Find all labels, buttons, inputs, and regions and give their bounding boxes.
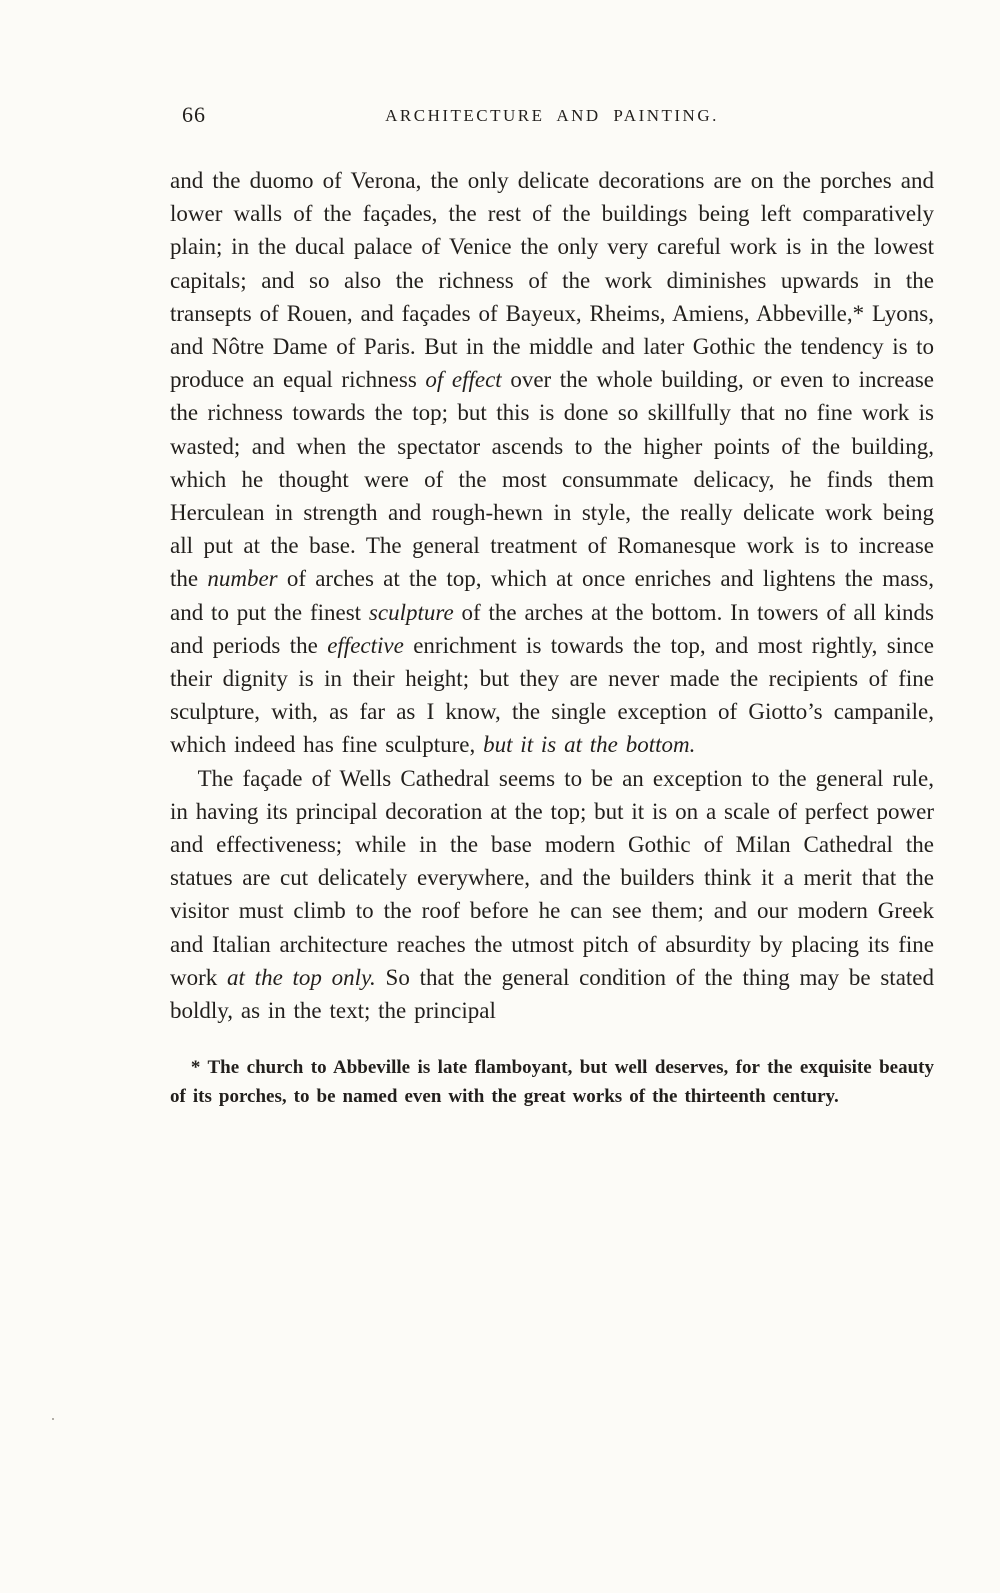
paragraph xyxy=(170,164,934,762)
text-run: So that the general condition of the thing may be stated boldly, as in the text; the principal xyxy=(170,964,935,1024)
italic-text-run: but it is at the bottom. xyxy=(483,732,696,758)
text-run: The façade of Wells Cathedral seems to be an exception to the general rule, in having its principal decoration at the top; but it is on a scale of perfect power and effectiveness; while in the base modern Gothic of Milan Cathedral the statues are cut delicately everywhere, and the builders think it a merit that the visitor must climb to the roof before he can see them; and our modern Greek and Italian architecture reaches the utmost pitch of absurdity by placing its fine work xyxy=(170,765,934,990)
running-header-title: ARCHITECTURE AND PAINTING. xyxy=(385,106,719,125)
text-run: * The church to Abbeville is late flamboyant, but well deserves, for the exquisite beauty of its porches, to be named even with the great works of the thirteenth century. xyxy=(170,1057,934,1108)
running-header xyxy=(170,100,934,134)
footnote-paragraph xyxy=(170,1053,934,1111)
italic-text-run: sculpture xyxy=(368,599,454,625)
text-run: of the arches at the bottom. In towers of all kinds and periods the xyxy=(170,599,934,658)
italic-text-run: of effect xyxy=(425,367,502,393)
italic-text-run: effective xyxy=(327,632,404,658)
paragraph xyxy=(170,762,934,1028)
italic-text-run: at the top only. xyxy=(227,964,376,990)
scan-artifact-dot xyxy=(52,1418,54,1420)
italic-text-run: number xyxy=(207,566,278,592)
text-run: and the duomo of Verona, the only delicate decorations are on the porches and lower walls of the façades, the rest of the buildings being left comparatively plain; in the ducal palace of Venice the only very careful work is in the lowest capitals; and so also the richness of the work diminishes upwards in the transepts of Rouen, and façades of Bayeux, Rheims, Amiens, Abbeville,* Lyons, and Nôtre Dame of Paris. But in the middle and later Gothic the tendency is to produce an equal richness xyxy=(170,168,934,393)
text-run: over the whole building, or even to increase the richness towards the top; but this is done so skillfully that no fine work is wasted; and when the spectator ascends to the higher points of the building, which he thought were of the most consummate delicacy, he finds them Herculean in strength and rough-hewn in style, the really delicate work being all put at the base. The general treatment of Romanesque work is to increase the xyxy=(170,367,934,592)
text-run: of arches at the top, which at once enriches and lightens the mass, and to put the finest xyxy=(170,566,934,625)
text-run: enrichment is towards the top, and most rightly, since their dignity is in their height; but they are never made the recipients of fine sculpture, with, as far as I know, the single exception of Giotto’s campanile, which indeed has fine sculpture, xyxy=(170,632,934,758)
text-column xyxy=(170,100,934,1111)
body-text xyxy=(170,164,934,1027)
page-number: 66 xyxy=(182,102,206,127)
footnote xyxy=(170,1053,934,1111)
